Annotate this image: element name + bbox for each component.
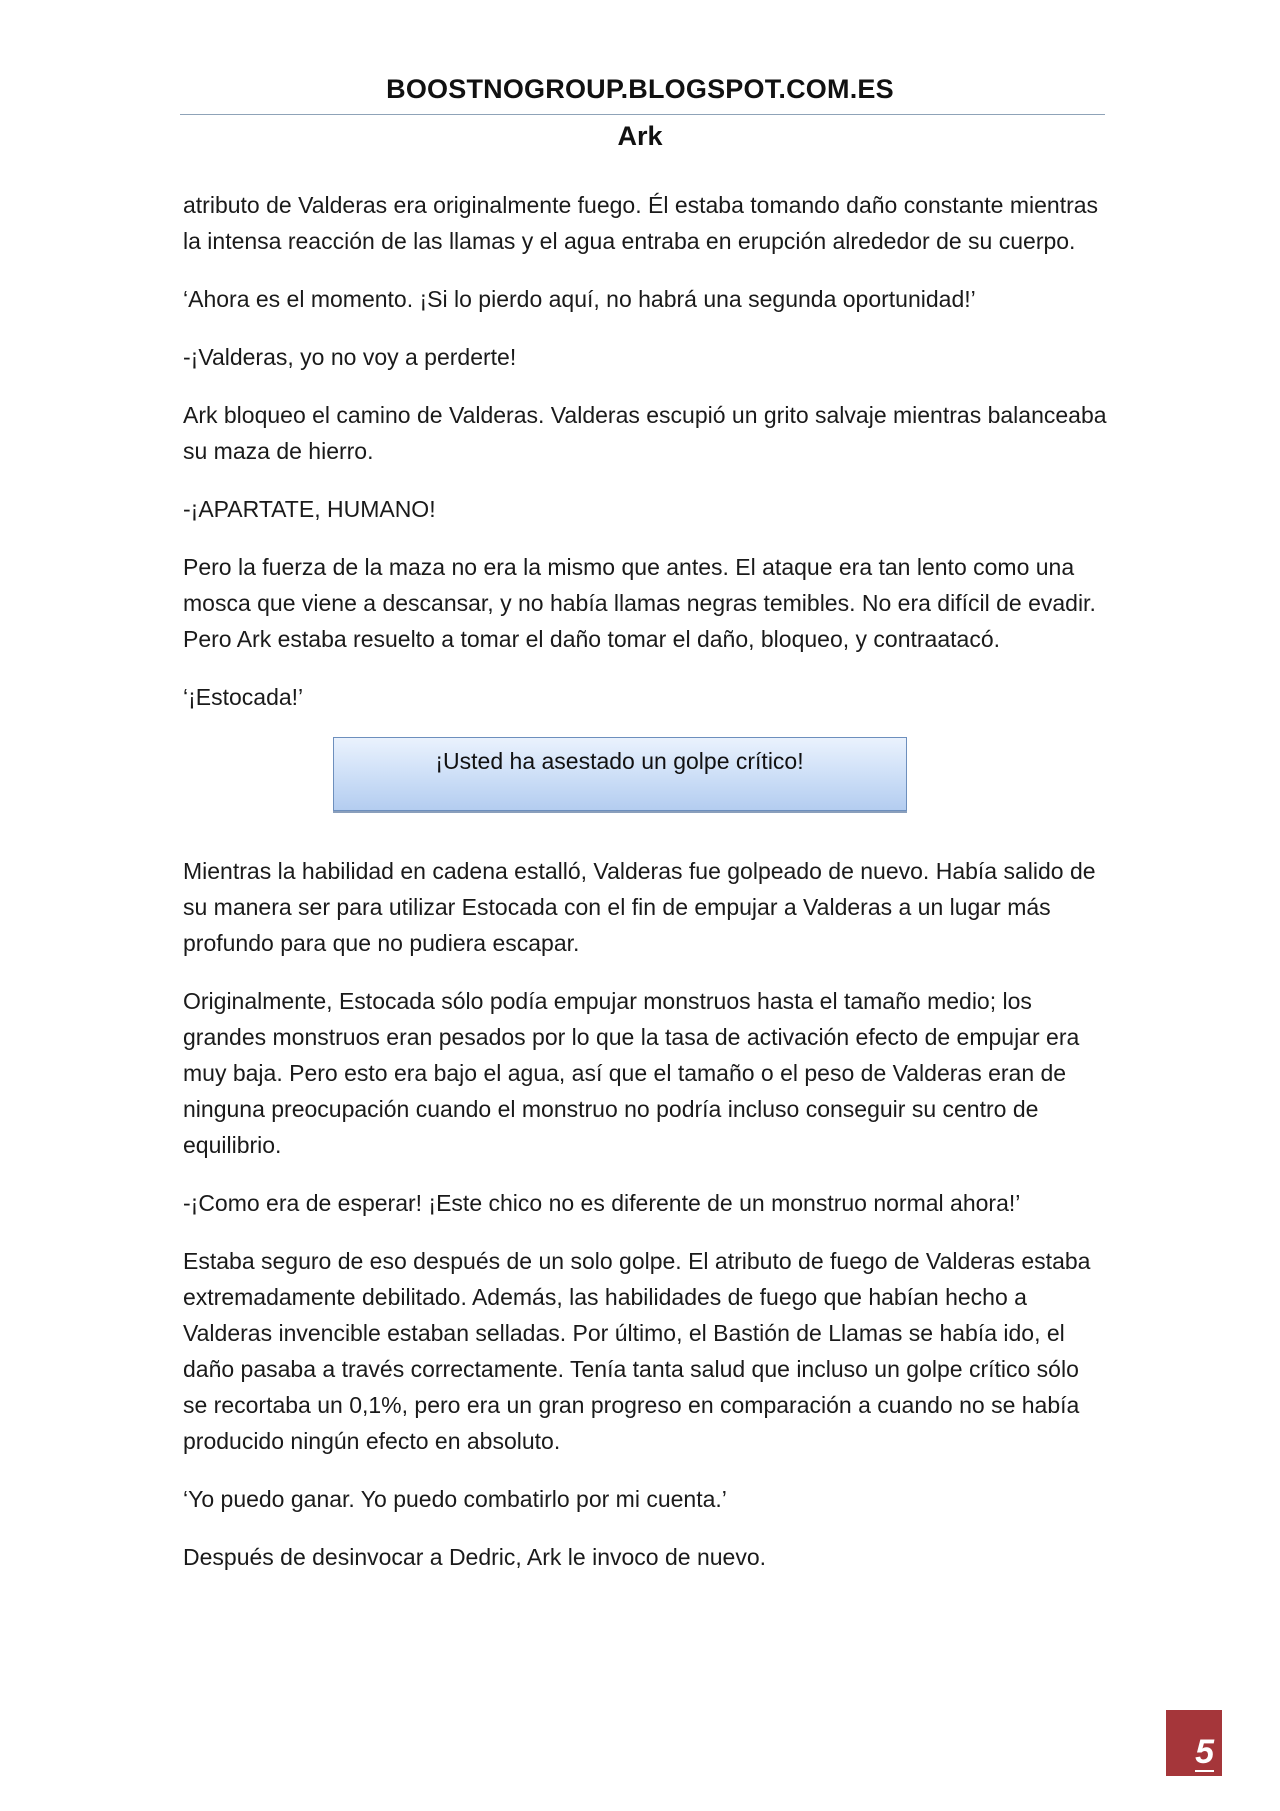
system-message-text: ¡Usted ha asestado un golpe crítico! bbox=[435, 748, 804, 774]
header-divider bbox=[180, 114, 1105, 115]
paragraph: -¡Valderas, yo no voy a perderte! bbox=[183, 344, 517, 370]
paragraph: ‘Ahora es el momento. ¡Si lo pierdo aquí, no habrá una segunda oportunidad!’ bbox=[183, 286, 976, 312]
paragraph: ‘Yo puedo ganar. Yo puedo combatirlo por mi cuenta.’ bbox=[183, 1486, 727, 1512]
paragraph: -¡APARTATE, HUMANO! bbox=[183, 496, 436, 522]
paragraph: Estaba seguro de eso después de un solo golpe. El atributo de fuego de Valderas estaba extremadamente debilitado. Además, las habilidades de fuego que habían hecho a Valderas invencible estaban selladas. Por último, el Bastión de Llamas se había ido, el daño pasaba a través correctamente. Tenía tanta salud que incluso un golpe crítico sólo se recortaba un 0,1%, pero era un gran progreso en comparación a cuando no se había producido ningún efecto en absoluto. bbox=[183, 1248, 1091, 1454]
paragraph: Después de desinvocar a Dedric, Ark le invoco de nuevo. bbox=[183, 1544, 766, 1570]
paragraph: Originalmente, Estocada sólo podía empujar monstruos hasta el tamaño medio; los grandes monstruos eran pesados por lo que la tasa de activación efecto de empujar era muy baja. Pero esto era bajo el agua, así que el tamaño o el peso de Valderas eran de ninguna preocupación cuando el monstruo no podría incluso conseguir su centro de equilibrio. bbox=[183, 988, 1080, 1158]
system-message-container bbox=[183, 737, 1108, 811]
paragraph: atributo de Valderas era originalmente fuego. Él estaba tomando daño constante mientras la intensa reacción de las llamas y el agua entraba en erupción alrededor de su cuerpo. bbox=[183, 192, 1099, 254]
page-title: Ark bbox=[617, 121, 663, 151]
paragraph: ‘¡Estocada!’ bbox=[183, 684, 304, 710]
page-number-badge bbox=[1166, 1710, 1222, 1776]
paragraph: Ark bloqueo el camino de Valderas. Valderas escupió un grito salvaje mientras balanceaba su maza de hierro. bbox=[183, 402, 1107, 464]
page-number: 5 bbox=[1195, 1733, 1214, 1771]
system-message-box bbox=[333, 737, 907, 811]
paragraph: Mientras la habilidad en cadena estalló, Valderas fue golpeado de nuevo. Había salido de su manera ser para utilizar Estocada con el fin de empujar a Valderas a un lugar más profundo para que no pudiera escapar. bbox=[183, 858, 1096, 956]
paragraph: -¡Como era de esperar! ¡Este chico no es diferente de un monstruo normal ahora!’ bbox=[183, 1190, 1021, 1216]
document-body bbox=[183, 187, 1108, 1597]
paragraph: Pero la fuerza de la maza no era la mismo que antes. El ataque era tan lento como una mosca que viene a descansar, y no había llamas negras temibles. No era difícil de evadir. Pero Ark estaba resuelto a tomar el daño tomar el daño, bloqueo, y contraatacó. bbox=[183, 554, 1096, 652]
site-header: BOOSTNOGROUP.BLOGSPOT.COM.ES bbox=[386, 74, 894, 104]
